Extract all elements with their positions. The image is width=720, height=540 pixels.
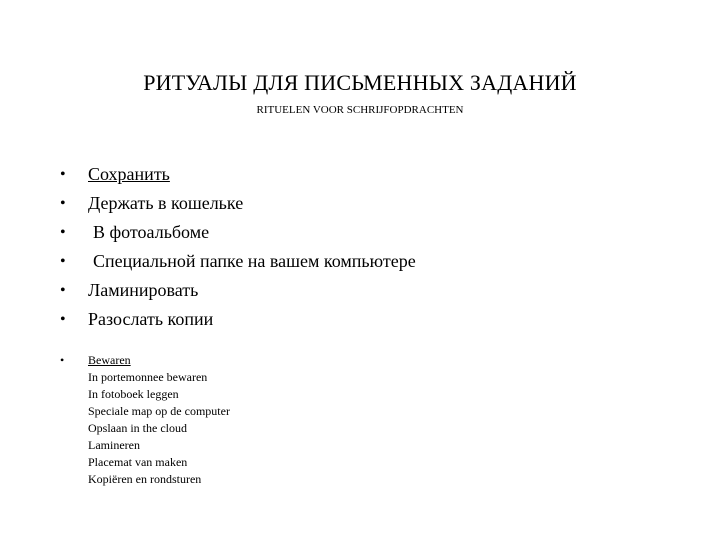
- list-item: Bewaren: [88, 353, 131, 367]
- slide-subtitle: RITUELEN VOOR SCHRIJFOPDRACHTEN: [256, 104, 464, 116]
- list-item: Speciale map op de computer: [88, 404, 230, 418]
- list-item-text: Держать в кошельке: [88, 193, 244, 213]
- dutch-list: [88, 352, 230, 488]
- bullet-icon: •: [60, 353, 65, 367]
- list-item-text: В фотоальбоме: [93, 222, 210, 242]
- list-item: Placemat van maken: [88, 455, 188, 469]
- list-item-text: Ламинировать: [88, 280, 199, 300]
- slide-title: РИТУАЛЫ ДЛЯ ПИСЬМЕННЫХ ЗАДАНИЙ: [143, 70, 577, 95]
- bullet-icon: •: [60, 224, 66, 241]
- list-item-text: Специальной папке на вашем компьютере: [93, 251, 416, 271]
- list-item-text: Разослать копии: [88, 309, 214, 329]
- list-item-text: Сохранить: [88, 164, 170, 184]
- bullet-icon: •: [60, 282, 66, 299]
- list-item: Kopiëren en rondsturen: [88, 472, 202, 486]
- list-item: In fotoboek leggen: [88, 387, 179, 401]
- bullet-icon: •: [60, 311, 66, 328]
- bullet-icon: •: [60, 195, 66, 212]
- bullet-icon: •: [60, 253, 66, 270]
- list-item: Opslaan in the cloud: [88, 421, 187, 435]
- list-item: In portemonnee bewaren: [88, 370, 208, 384]
- list-item: Lamineren: [88, 438, 140, 452]
- bullet-icon: •: [60, 166, 66, 183]
